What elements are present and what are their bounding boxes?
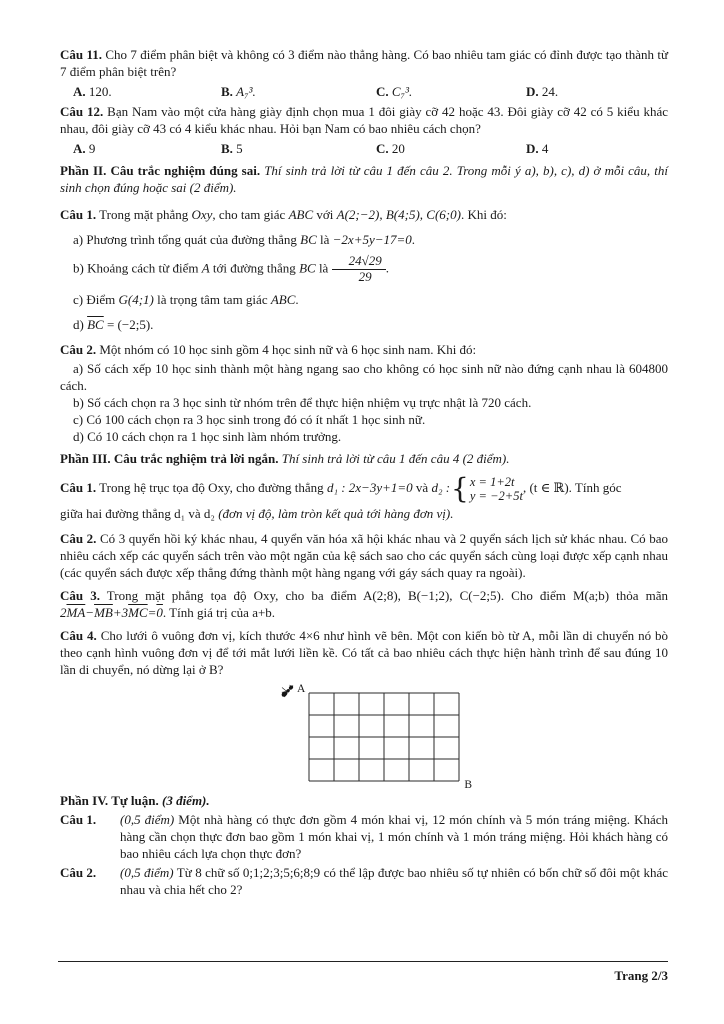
question-text: . Tính giá trị của a+b. — [162, 604, 276, 620]
math-expression: d₂ : — [431, 479, 451, 495]
question-text: Một nhà hàng có thực đơn gồm 4 món khai vị, 12 món chính và 5 món tráng miệng. Khách hàng cần chọn thực đơn bao gồm 1 món khai vị, 1 món chính và 1 món tráng miệng. Hỏi khách hàng có bao nhiêu cách lựa chọn thực đơn? — [120, 811, 668, 861]
question-body — [120, 864, 668, 898]
vector-expression: $\overline{BC}$ — [87, 316, 104, 332]
question-label: Câu 1. — [60, 811, 97, 827]
math-expression: −2x+5y−17=0 — [332, 232, 412, 247]
option-label: C. — [376, 84, 389, 99]
option-value: 24. — [541, 84, 559, 99]
system-brace: { — [451, 472, 469, 505]
option-value: 5 — [236, 141, 243, 156]
equation-system — [450, 472, 523, 505]
question-text: . Khi đó: — [460, 207, 507, 222]
question-label: Câu 11. — [60, 47, 103, 62]
option-value: 4 — [541, 141, 549, 156]
question-label: Câu 1. — [60, 207, 97, 222]
statement-text: b) Khoảng cách từ điểm — [73, 260, 202, 276]
part4-question-2 — [60, 864, 668, 898]
question-label: Câu 1. — [60, 479, 97, 495]
section-points: (3 điểm). — [161, 792, 210, 808]
option-value: 120. — [88, 84, 112, 99]
statement-b: b) Số cách chọn ra 3 học sinh từ nhóm trên để thực hiện nhiệm vụ trực nhật là 720 cách. — [73, 394, 532, 410]
option-label: A. — [73, 84, 86, 99]
vector-expression: $\overline{MB}$ — [94, 604, 113, 620]
math-expression: ABC — [270, 291, 296, 307]
option-label: D. — [526, 84, 539, 99]
statement-text: tới đường thẳng — [209, 260, 300, 276]
option-b — [221, 83, 376, 100]
question-label: Câu 4. — [60, 627, 97, 643]
fraction-denominator: 29 — [358, 269, 372, 285]
statement-text: là — [315, 260, 332, 276]
math-expression: BC — [300, 232, 317, 247]
part3-heading — [60, 450, 668, 467]
math-expression: d₁ : 2x−3y+1=0 — [326, 479, 413, 495]
option-value: C₇³. — [391, 84, 413, 99]
option-b — [221, 140, 376, 157]
question-text: giữa hai đường thẳng d₁ và d₂ — [60, 505, 219, 521]
part3-question-1-continued — [60, 505, 668, 522]
part3-question-1 — [60, 472, 668, 505]
question-text: Trong hệ trục tọa độ Oxy, cho đường thẳng — [99, 479, 327, 495]
grid-label-a: A — [297, 682, 306, 695]
statement-text: = (−2;5). — [103, 316, 154, 332]
statement-text: . — [295, 291, 299, 307]
question-body — [120, 811, 668, 862]
math-expression: G(4;1) — [118, 291, 154, 307]
vector-expression: $\overline{MC}$ — [128, 604, 148, 620]
statement-a: a) Số cách xếp 10 học sinh thành một hàng ngang sao cho không có học sinh nữ nào đứng cạnh nhau là 604800 cách. — [60, 360, 668, 393]
question-11 — [60, 46, 668, 80]
vector-expression: 0 — [156, 604, 163, 620]
grid-image — [308, 692, 460, 782]
option-label: B. — [221, 84, 233, 99]
question-label: Câu 2. — [60, 341, 97, 357]
question-label: Câu 12. — [60, 104, 104, 119]
question-label: Câu 3. — [60, 587, 100, 603]
option-label: D. — [526, 141, 539, 156]
question-text: Một nhóm có 10 học sinh gồm 4 học sinh nữ và 6 học sinh nam. Khi đó: — [99, 341, 477, 357]
statement-text: là trọng tâm tam giác — [153, 291, 271, 307]
question-text: Cho lưới ô vuông đơn vị, kích thước 4×6 như hình vẽ bên. Một con kiến bò từ A, mỗi lần di chuyển nó bò theo cạnh hình vuông đơn vị để tới mắt lưới liền kề. Có tất cả bao nhiêu cách thực hiện hành trình để sau đúng 10 lần di chuyển, nó dừng lại ở B? — [60, 627, 668, 677]
math-expression: = — [147, 604, 157, 620]
statement-text: a) Phương trình tổng quát của đường thẳng — [73, 232, 301, 247]
option-d — [526, 140, 668, 157]
footer-divider — [58, 961, 668, 962]
question-12-options — [60, 140, 668, 157]
section-title: Phần II. Câu trắc nghiệm đúng sai. — [60, 163, 261, 178]
section-title: Phần IV. Tự luận. — [60, 792, 159, 808]
question-12 — [60, 103, 668, 137]
page-number: Trang 2/3 — [614, 968, 668, 983]
fraction-numerator: 24√29 — [332, 254, 386, 270]
section-title: Phần III. Câu trắc nghiệm trả lời ngắn. — [60, 450, 279, 466]
statement-d: d) Có 10 cách chọn ra 1 học sinh làm nhóm trưởng. — [73, 428, 342, 444]
part4-heading — [60, 792, 668, 809]
part2-heading — [60, 162, 668, 196]
statement-d — [60, 316, 668, 333]
question-text: với — [313, 207, 337, 222]
math-expression: A — [201, 260, 210, 276]
vector-expression: $\overline{MA}$ — [66, 604, 86, 620]
math-expression: − — [85, 604, 95, 620]
statement-text: d) — [73, 316, 88, 332]
option-c — [376, 140, 526, 157]
question-11-options — [60, 83, 668, 100]
option-a — [73, 140, 221, 157]
statement-text: là — [316, 232, 333, 247]
option-label: B. — [221, 141, 233, 156]
question-note: (đơn vị độ, làm tròn kết quả tới hàng đơn vị). — [218, 505, 454, 521]
fraction — [332, 254, 386, 285]
section-subtitle: Thí sinh trả lời từ câu 1 đến câu 4 (2 điểm). — [281, 450, 510, 466]
equation-line: x = 1+2t — [469, 474, 515, 489]
math-expression: ABC — [288, 207, 314, 222]
option-value: 9 — [88, 141, 96, 156]
part3-question-4 — [60, 627, 668, 678]
math-expression: Oxy — [191, 207, 213, 222]
option-a — [73, 83, 221, 100]
math-expression: BC — [299, 260, 316, 276]
question-text: và — [412, 479, 432, 495]
part2-question-2 — [60, 341, 668, 358]
option-d — [526, 83, 668, 100]
grid-figure — [297, 682, 472, 791]
option-label: C. — [376, 141, 389, 156]
question-text: Bạn Nam vào một cửa hàng giày định chọn mua 1 đôi giày cỡ 42 hoặc 43. Đôi giày cỡ 42 có 5 kiểu khác nhau, đôi giày cỡ 43 có 4 kiểu khác nhau. Hỏi bạn Nam có bao nhiêu cách chọn? — [60, 104, 669, 136]
option-value: A₇³. — [236, 84, 256, 99]
question-label: Câu 2. — [60, 530, 97, 546]
question-label: Câu 2. — [60, 864, 97, 880]
ant-icon — [281, 684, 295, 702]
part4-question-1 — [60, 811, 668, 862]
question-text: Có 3 quyển hồi ký khác nhau, 4 quyển văn hóa xã hội khác nhau và 2 quyển sách lịch sử khác nhau. Có bao nhiêu cách xếp các quyển sách trên vào một ngăn của kệ sách sao cho các quyển sách cùng loại được xếp cạnh nhau (các quyển sách được xếp thẳng đứng thành một hàng ngang với gáy sách quay ra ngoài). — [60, 530, 669, 580]
question-text: Trong mặt phẳng tọa độ Oxy, cho ba điểm A(2;8), B(−1;2), C(−2;5). Cho điểm M(a;b) thỏa mãn — [106, 587, 668, 603]
statement-c — [60, 291, 668, 308]
grid-label-b: B — [464, 778, 472, 791]
statement-a — [60, 231, 668, 248]
math-expression: 2 — [60, 604, 67, 620]
question-text: Trong mặt phẳng — [99, 207, 192, 222]
question-text: , cho tam giác — [212, 207, 289, 222]
statement-text: . — [411, 232, 416, 247]
question-text: , (t ∈ ℝ). Tính góc — [522, 479, 622, 495]
option-label: A. — [73, 141, 86, 156]
math-expression: +3 — [112, 604, 129, 620]
part3-question-2 — [60, 530, 668, 581]
statement-b — [60, 254, 668, 285]
part3-question-3 — [60, 587, 668, 621]
part2-question-1 — [60, 206, 668, 223]
question-text: Cho 7 điểm phân biệt và không có 3 điểm nào thẳng hàng. Có bao nhiêu tam giác có đỉnh được tạo thành từ 7 điểm phân biệt trên? — [60, 47, 669, 79]
question-points: (0,5 điểm) — [120, 811, 175, 827]
statement-text: c) Điểm — [73, 291, 119, 307]
option-value: 20 — [391, 141, 405, 156]
math-expression: A(2;−2), B(4;5), C(6;0) — [336, 207, 461, 222]
system-equations — [470, 475, 523, 503]
question-text: Từ 8 chữ số 0;1;2;3;5;6;8;9 có thể lập được bao nhiêu số tự nhiên có bốn chữ số đôi một khác nhau và chia hết cho 2? — [120, 864, 668, 897]
equation-line: y = −2+5t — [469, 488, 523, 503]
section-subtitle: Thí sinh trả lời từ câu 1 đến câu 2. Trong mỗi ý a), b), c), d) ở mỗi câu, thí sinh chọn đúng hoặc sai (2 điểm). — [60, 163, 668, 195]
statement-c: c) Có 100 cách chọn ra 3 học sinh trong đó có ít nhất 1 học sinh nữ. — [73, 411, 426, 427]
statement-text: . — [385, 260, 389, 276]
question-points: (0,5 điểm) — [120, 864, 174, 880]
option-c — [376, 83, 526, 100]
